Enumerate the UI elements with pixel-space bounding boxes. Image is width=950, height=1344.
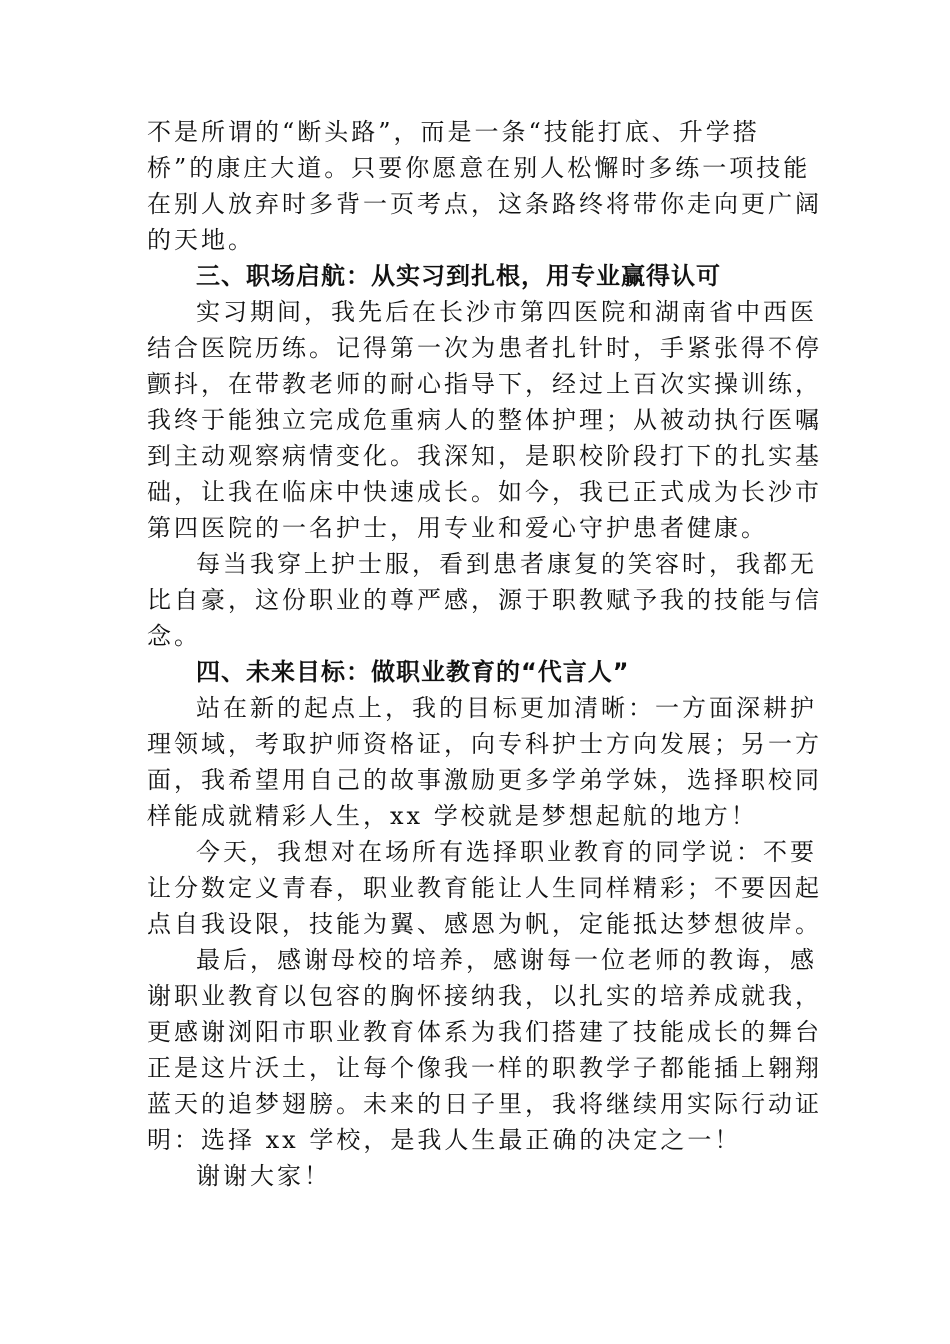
text-line: 每当我穿上护士服，看到患者康复的笑容时，我都无 [196,550,817,578]
text-line: 最后，感谢母校的培养，感谢每一位老师的教诲，感 [196,946,817,974]
section-4-heading: 四、未来目标：做职业教育的“代言人” [196,658,630,686]
thanks-line [147,1158,804,1194]
section-4-paragraph-1 [147,690,822,834]
text-line: 让分数定义青春，职业教育能让人生同样精彩；不要因起 [147,874,822,902]
text-line: 颤抖，在带教老师的耐心指导下，经过上百次实操训练， [147,370,822,398]
text-line: 点自我设限，技能为翼、感恩为帆，定能抵达梦想彼岸。 [147,910,822,938]
intro-continuation-paragraph [147,114,822,258]
section-3-heading: 三、职场启航：从实习到扎根，用专业赢得认可 [196,262,721,290]
section-3-paragraph-1 [147,294,822,546]
text-line: 样能成就精彩人生，xx 学校就是梦想起航的地方！ [147,802,758,830]
text-line: 不是所谓的“断头路”，而是一条“技能打底、升学搭 [147,118,760,146]
text-line: 明：选择 xx 学校，是我人生最正确的决定之一！ [147,1126,742,1154]
text-line: 结合医院历练。记得第一次为患者扎针时，手紧张得不停 [147,334,822,362]
document-page [147,114,822,1194]
text-line: 第四医院的一名护士，用专业和爱心守护患者健康。 [147,514,768,542]
text-line: 谢职业教育以包容的胸怀接纳我，以扎实的培养成就我， [147,982,822,1010]
text-line: 比自豪，这份职业的尊严感，源于职教赋予我的技能与信 [147,586,822,614]
text-line: 桥”的康庄大道。只要你愿意在别人松懈时多练一项技能 [147,154,811,182]
text-line: 实习期间，我先后在长沙市第四医院和湖南省中西医 [196,298,817,326]
section-4-paragraph-2 [147,834,822,942]
text-line: 在别人放弃时多背一页考点，这条路终将带你走向更广阔 [147,190,822,218]
text-line: 正是这片沃土，让每个像我一样的职教学子都能插上翱翔 [147,1054,822,1082]
text-line: 站在新的起点上，我的目标更加清晰：一方面深耕护 [196,694,817,722]
text-line: 的天地。 [147,226,255,254]
text-line: 面，我希望用自己的故事激励更多学弟学妹，选择职校同 [147,766,822,794]
text-line: 更感谢浏阳市职业教育体系为我们搭建了技能成长的舞台 [147,1018,822,1046]
text-line: 念。 [147,622,201,650]
text-line: 谢谢大家！ [196,1162,331,1190]
section-3-paragraph-2 [147,546,822,654]
text-line: 础，让我在临床中快速成长。如今，我已正式成为长沙市 [147,478,822,506]
text-line: 我终于能独立完成危重病人的整体护理；从被动执行医嘱 [147,406,822,434]
text-line: 今天，我想对在场所有选择职业教育的同学说：不要 [196,838,817,866]
text-line: 理领域，考取护师资格证，向专科护士方向发展；另一方 [147,730,822,758]
closing-paragraph [147,942,822,1158]
text-line: 到主动观察病情变化。我深知，是职校阶段打下的扎实基 [147,442,822,470]
text-line: 蓝天的追梦翅膀。未来的日子里，我将继续用实际行动证 [147,1090,822,1118]
